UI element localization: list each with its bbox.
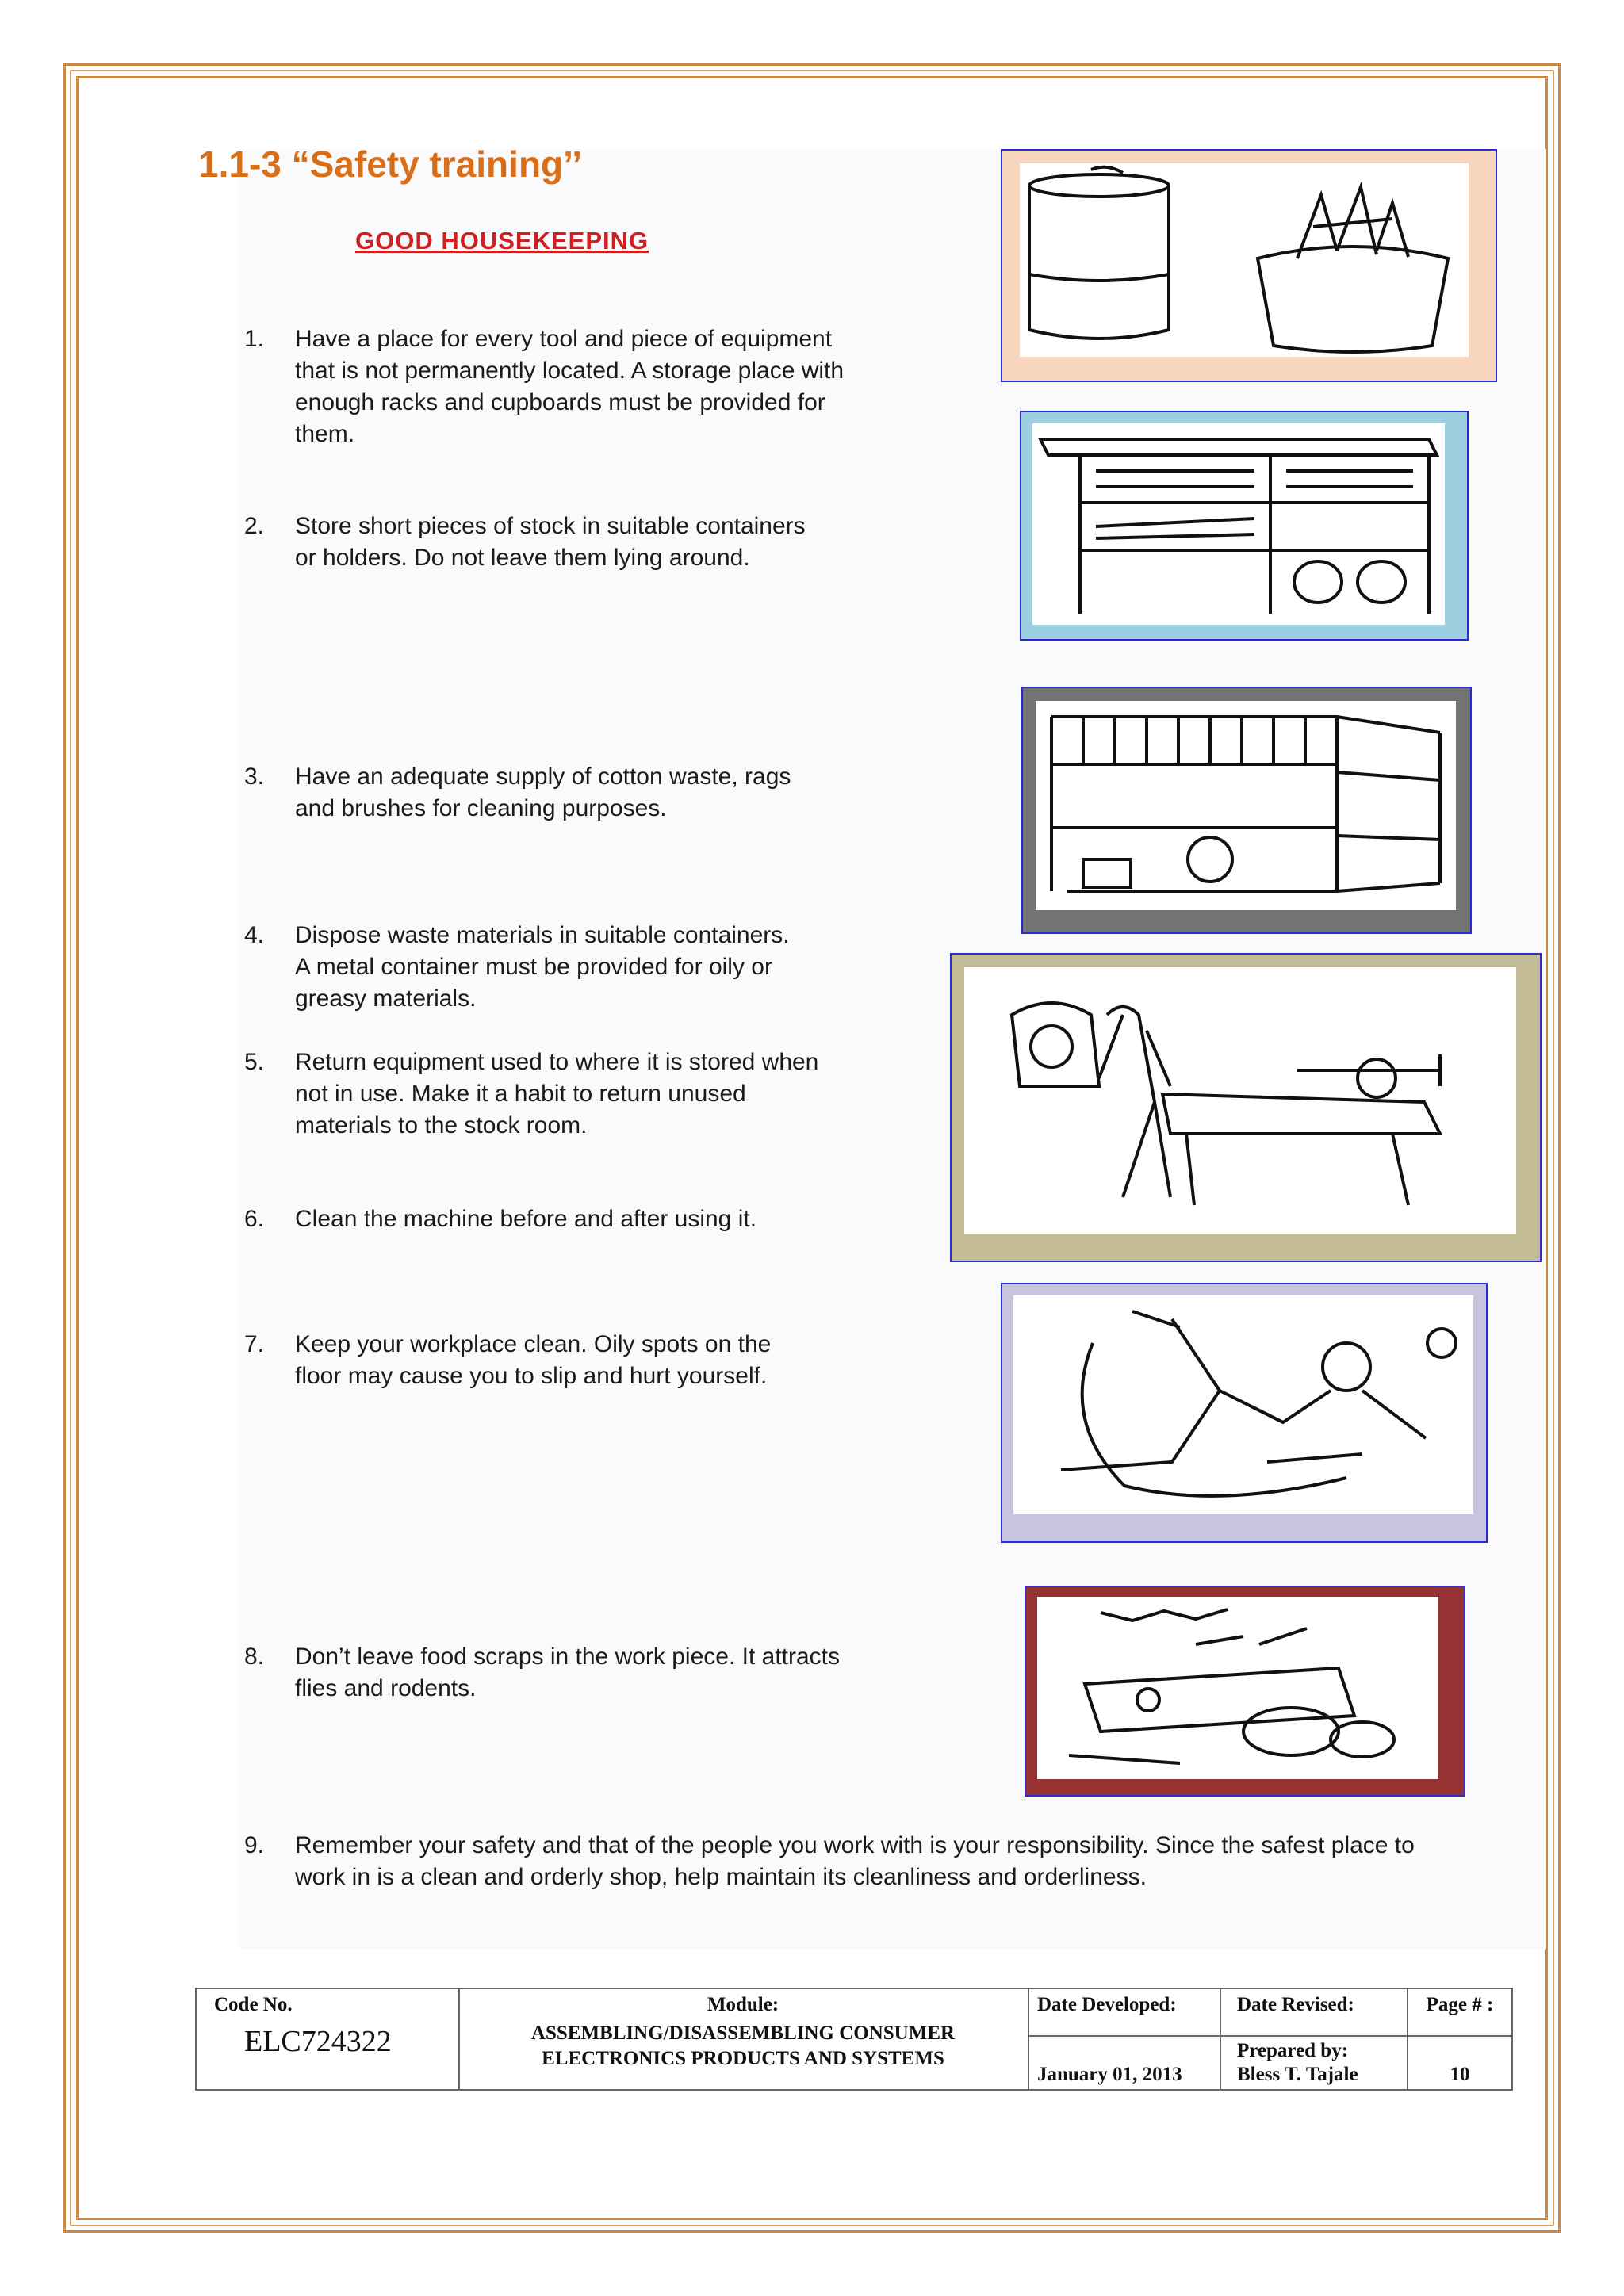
- item-text: Return equipment used to where it is stored when not in use. Make it a habit to return unused materials to the stock room.: [295, 1049, 819, 1138]
- waste-containers-drawing: [1020, 163, 1469, 357]
- item-number: 5.: [244, 1049, 265, 1075]
- item-number: 3.: [244, 763, 265, 790]
- slipping-worker-drawing: [1013, 1295, 1473, 1514]
- date-developed-value: January 01, 2013: [1037, 2064, 1182, 2085]
- footer-divider: [1028, 2035, 1513, 2037]
- section-title: 1.1-3 “Safety training’’: [198, 144, 582, 185]
- list-item: [244, 761, 823, 825]
- item-number: 6.: [244, 1206, 265, 1232]
- module-label: Module:: [707, 1994, 779, 2015]
- food-scraps-illustration: [1025, 1586, 1465, 1797]
- list-item: [244, 1047, 831, 1142]
- supply-cabinet-illustration: [1021, 687, 1472, 934]
- list-item: [244, 511, 815, 574]
- footer-divider: [1028, 1989, 1029, 2089]
- item-number: 8.: [244, 1644, 265, 1670]
- list-item: [244, 323, 855, 450]
- food-scraps-drawing: [1037, 1597, 1438, 1779]
- list-item: [244, 1329, 815, 1392]
- item-text: Dispose waste materials in suitable containers. A metal container must be provided for oily or greasy materials.: [295, 922, 790, 1012]
- footer-divider: [1220, 1989, 1221, 2089]
- storage-shelves-drawing: [1032, 423, 1445, 625]
- slipping-worker-illustration: [1001, 1283, 1488, 1543]
- page-number-label: Page # :: [1426, 1994, 1494, 2015]
- item-text: Keep your workplace clean. Oily spots on the floor may cause you to slip and hurt yourself.: [295, 1331, 772, 1389]
- item-number: 2.: [244, 513, 265, 539]
- item-number: 1.: [244, 326, 265, 352]
- code-number-label: Code No.: [214, 1994, 293, 2015]
- item-number: 9.: [244, 1832, 265, 1858]
- storage-shelves-illustration: [1020, 411, 1469, 641]
- list-item: [244, 1641, 847, 1705]
- module-title-line1: ASSEMBLING/DISASSEMBLING CONSUMER: [530, 2022, 956, 2044]
- date-revised-label: Date Revised:: [1237, 1994, 1354, 2015]
- waste-containers-illustration: [1001, 149, 1497, 382]
- code-number-value: ELC724322: [244, 2025, 392, 2058]
- page-number-value: 10: [1450, 2064, 1470, 2085]
- item-text: Have a place for every tool and piece of equipment that is not permanently located. A storage place with enough racks and cupboards must be provided for them.: [295, 326, 845, 447]
- machine-cleaning-drawing: [964, 967, 1516, 1234]
- date-developed-label: Date Developed:: [1037, 1994, 1177, 2015]
- list-item: [244, 1203, 879, 1235]
- item-text: Remember your safety and that of the people you work with is your responsibility. Since the safest place to work in is a clean and orderly shop, help maintain its cleanliness and orderliness.: [295, 1832, 1415, 1890]
- list-item: [244, 920, 807, 1015]
- item-text: Store short pieces of stock in suitable containers or holders. Do not leave them lying around.: [295, 513, 806, 571]
- prepared-by-label: Prepared by:: [1237, 2040, 1349, 2061]
- machine-cleaning-illustration: [950, 953, 1542, 1262]
- item-text: Don’t leave food scraps in the work piece. It attracts flies and rodents.: [295, 1644, 840, 1701]
- prepared-by-value: Bless T. Tajale: [1237, 2064, 1358, 2085]
- item-number: 4.: [244, 922, 265, 948]
- item-text: Clean the machine before and after using it.: [295, 1206, 757, 1232]
- section-subtitle: GOOD HOUSEKEEPING: [355, 227, 649, 254]
- module-title-line2: ELECTRONICS PRODUCTS AND SYSTEMS: [542, 2048, 944, 2069]
- item-text: Have an adequate supply of cotton waste, rags and brushes for cleaning purposes.: [295, 763, 791, 821]
- item-number: 7.: [244, 1331, 265, 1357]
- document-footer-table: [195, 1988, 1513, 2091]
- supply-cabinet-drawing: [1036, 701, 1456, 910]
- list-item: [244, 1830, 1434, 1893]
